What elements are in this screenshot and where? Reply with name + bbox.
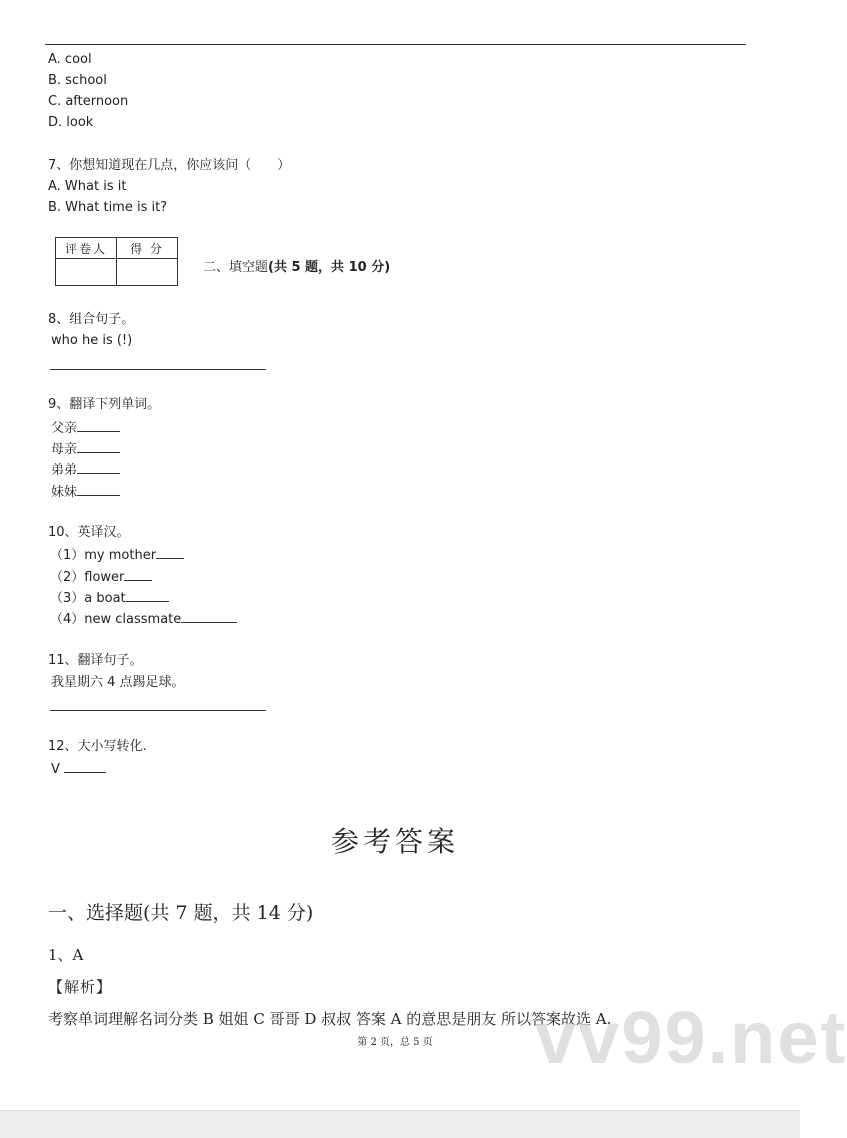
q8-question: 8、组合句子。 [48, 312, 135, 327]
answers-section-1: 一、选择题(共 7 题，共 14 分) [48, 902, 314, 924]
q6-option-d: D. look [48, 115, 94, 130]
score-table [55, 237, 178, 286]
q6-option-c: C. afternoon [48, 94, 129, 109]
q9-item: 父亲 [51, 419, 120, 437]
q9-item: 弟弟 [51, 461, 120, 479]
q11-answer-line [50, 710, 266, 711]
watermark: vv99.net [535, 996, 847, 1079]
q10-item: （1）my mother [50, 546, 184, 564]
q11-question: 11、翻译句子。 [48, 653, 143, 668]
q10-item: （2）flower [50, 568, 152, 586]
q6-option-b: B. school [48, 73, 107, 88]
header-rule [45, 44, 746, 45]
answer-1: 1、A [48, 946, 84, 964]
q9-item: 妹妹 [51, 483, 120, 501]
answer-1-explanation: 考察单词理解名词分类 B 姐姐 C 哥哥 D 叔叔 答案 A 的意思是朋友 所以答案故选 A. [48, 1010, 612, 1028]
page-footer: 第 2 页，总 5 页 [357, 1037, 433, 1048]
q8-answer-line [50, 369, 266, 370]
answers-title: 参考答案 [330, 825, 459, 858]
q7-question: 7、你想知道现在几点，你应该问（ ） [48, 158, 291, 173]
q12-question: 12、大小写转化. [48, 739, 147, 754]
q9-question: 9、翻译下列单词。 [48, 397, 161, 412]
score-header: 得 分 [117, 238, 178, 259]
q7-option-b: B. What time is it? [48, 200, 168, 215]
q10-question: 10、英译汉。 [48, 525, 130, 540]
q6-option-a: A. cool [48, 52, 92, 67]
q10-item: （4）new classmate [50, 610, 237, 628]
q8-words: who he is (!) [51, 333, 133, 348]
q10-item: （3）a boat [50, 589, 169, 607]
q11-sentence: 我星期六 4 点踢足球。 [51, 675, 185, 690]
section-2-heading: 二、填空题(共 5 题，共 10 分) [203, 260, 391, 275]
analysis-label: 【解析】 [48, 978, 113, 996]
reviewer-cell [56, 259, 117, 286]
reviewer-header: 评卷人 [56, 238, 117, 259]
q9-item: 母亲 [51, 440, 120, 458]
viewer-scroll-area[interactable] [0, 1110, 800, 1138]
q12-item: V [51, 760, 106, 778]
q7-option-a: A. What is it [48, 179, 127, 194]
score-cell [117, 259, 178, 286]
